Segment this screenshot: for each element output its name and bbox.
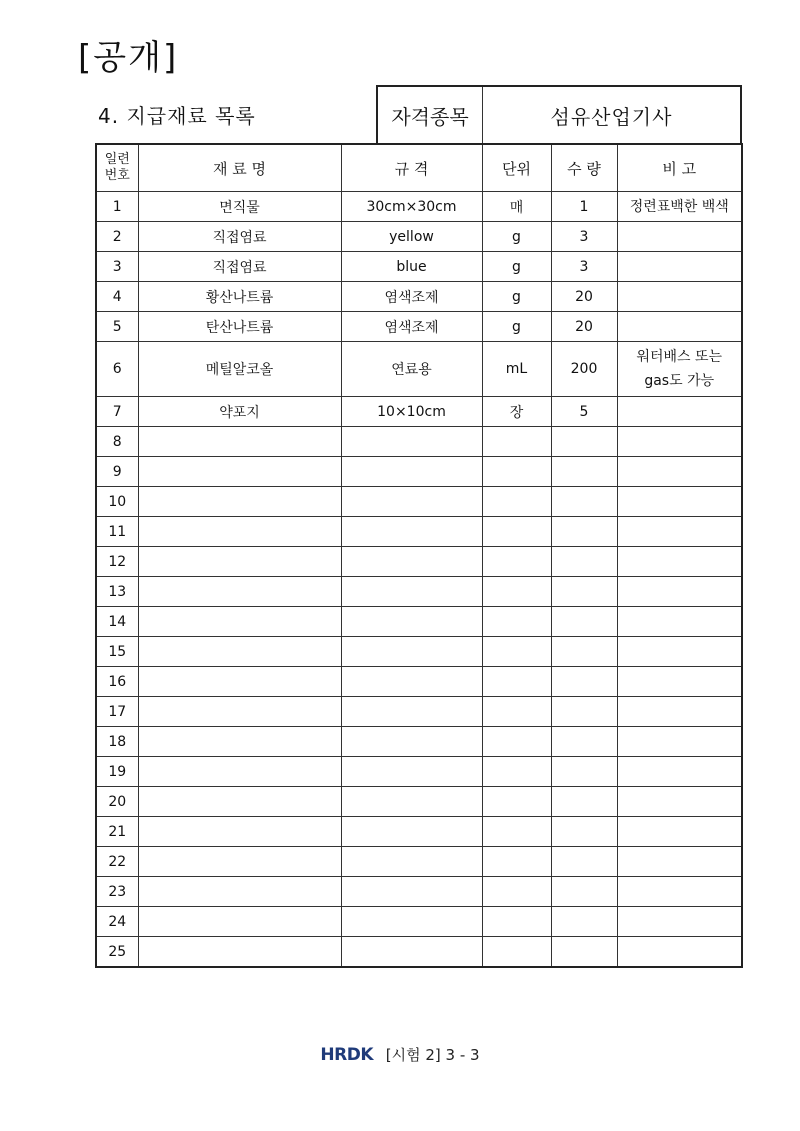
cell-quantity: 20 <box>551 312 617 342</box>
table-row <box>96 847 742 877</box>
cell-material-name <box>138 877 341 907</box>
cell-spec <box>341 787 482 817</box>
cell-serial-number: 2 <box>96 222 138 252</box>
cell-material-name <box>138 817 341 847</box>
cell-material-name: 직접염료 <box>138 222 341 252</box>
header-spec: 규 격 <box>341 144 482 192</box>
header-material-name: 재 료 명 <box>138 144 341 192</box>
page-footer <box>0 1044 800 1065</box>
cell-material-name: 메틸알코올 <box>138 342 341 397</box>
section-title: 4. 지급재료 목록 <box>98 104 256 128</box>
cell-serial-number: 12 <box>96 547 138 577</box>
cell-quantity: 20 <box>551 282 617 312</box>
cell-quantity <box>551 727 617 757</box>
cell-quantity: 5 <box>551 397 617 427</box>
cell-quantity: 3 <box>551 222 617 252</box>
cell-note <box>617 697 742 727</box>
cell-spec <box>341 427 482 457</box>
cell-unit: mL <box>482 342 551 397</box>
cell-note <box>617 342 742 397</box>
table-body <box>96 192 742 968</box>
cell-note <box>617 727 742 757</box>
cell-note <box>617 757 742 787</box>
cell-note <box>617 577 742 607</box>
cell-material-name <box>138 757 341 787</box>
table-row <box>96 192 742 222</box>
cell-material-name <box>138 517 341 547</box>
cell-note <box>617 397 742 427</box>
cell-unit <box>482 937 551 968</box>
cell-material-name: 탄산나트륨 <box>138 312 341 342</box>
cell-material-name <box>138 607 341 637</box>
cell-quantity <box>551 817 617 847</box>
hrdk-logo: HRDK <box>320 1045 373 1065</box>
header-note: 비 고 <box>617 144 742 192</box>
cell-quantity <box>551 457 617 487</box>
document-header <box>95 85 740 143</box>
cell-note <box>617 457 742 487</box>
cell-note <box>617 667 742 697</box>
category-box <box>376 85 742 145</box>
cell-note <box>617 877 742 907</box>
cell-spec <box>341 907 482 937</box>
category-value: 섬유산업기사 <box>550 104 673 129</box>
cell-note <box>617 847 742 877</box>
cell-serial-number: 16 <box>96 667 138 697</box>
cell-quantity <box>551 697 617 727</box>
cell-unit <box>482 907 551 937</box>
table-row <box>96 817 742 847</box>
cell-serial-number: 8 <box>96 427 138 457</box>
table-row <box>96 937 742 968</box>
cell-note <box>617 427 742 457</box>
cell-spec: blue <box>341 252 482 282</box>
cell-spec <box>341 517 482 547</box>
table-row <box>96 577 742 607</box>
cell-material-name <box>138 847 341 877</box>
cell-serial-number: 5 <box>96 312 138 342</box>
cell-material-name: 면직물 <box>138 192 341 222</box>
cell-serial-number: 7 <box>96 397 138 427</box>
cell-serial-number: 19 <box>96 757 138 787</box>
cell-serial-number: 1 <box>96 192 138 222</box>
cell-unit <box>482 727 551 757</box>
materials-table <box>95 143 743 968</box>
cell-serial-number: 13 <box>96 577 138 607</box>
cell-spec: 30cm×30cm <box>341 192 482 222</box>
cell-spec <box>341 877 482 907</box>
cell-spec: 염색조제 <box>341 282 482 312</box>
cell-unit <box>482 697 551 727</box>
cell-unit <box>482 757 551 787</box>
cell-spec <box>341 607 482 637</box>
table-row <box>96 517 742 547</box>
cell-quantity <box>551 637 617 667</box>
cell-spec <box>341 697 482 727</box>
cell-quantity <box>551 517 617 547</box>
cell-spec: 10×10cm <box>341 397 482 427</box>
table-row <box>96 222 742 252</box>
cell-serial-number: 20 <box>96 787 138 817</box>
table-row <box>96 877 742 907</box>
cell-material-name <box>138 697 341 727</box>
table-row <box>96 787 742 817</box>
cell-serial-number: 15 <box>96 637 138 667</box>
cell-spec: 연료용 <box>341 342 482 397</box>
cell-unit <box>482 517 551 547</box>
cell-material-name <box>138 547 341 577</box>
cell-quantity <box>551 577 617 607</box>
cell-spec <box>341 757 482 787</box>
cell-material-name <box>138 577 341 607</box>
cell-note <box>617 222 742 252</box>
cell-serial-number: 9 <box>96 457 138 487</box>
cell-unit: g <box>482 312 551 342</box>
cell-spec <box>341 727 482 757</box>
cell-unit: g <box>482 222 551 252</box>
cell-unit: g <box>482 252 551 282</box>
cell-serial-number: 21 <box>96 817 138 847</box>
cell-note <box>617 817 742 847</box>
cell-note <box>617 252 742 282</box>
table-row <box>96 547 742 577</box>
cell-unit: 장 <box>482 397 551 427</box>
cell-unit <box>482 577 551 607</box>
table-row <box>96 637 742 667</box>
cell-quantity <box>551 877 617 907</box>
table-row <box>96 487 742 517</box>
cell-note-line1: 정련표백한 백색 <box>629 198 729 215</box>
table-row <box>96 907 742 937</box>
cell-unit <box>482 487 551 517</box>
table-row <box>96 427 742 457</box>
page-number: [시험 2] 3 - 3 <box>385 1046 480 1064</box>
cell-note <box>617 907 742 937</box>
cell-serial-number: 23 <box>96 877 138 907</box>
cell-spec <box>341 847 482 877</box>
cell-serial-number: 17 <box>96 697 138 727</box>
table-row <box>96 252 742 282</box>
cell-note <box>617 607 742 637</box>
cell-unit <box>482 847 551 877</box>
cell-spec <box>341 667 482 697</box>
cell-unit <box>482 427 551 457</box>
cell-material-name: 황산나트륨 <box>138 282 341 312</box>
header-serial-number <box>96 144 138 192</box>
cell-note <box>617 937 742 968</box>
cell-spec <box>341 637 482 667</box>
cell-unit <box>482 637 551 667</box>
cell-serial-number: 18 <box>96 727 138 757</box>
cell-spec <box>341 457 482 487</box>
cell-spec <box>341 817 482 847</box>
cell-serial-number: 25 <box>96 937 138 968</box>
cell-material-name <box>138 787 341 817</box>
header-serial-line1: 일련 <box>104 152 130 167</box>
cell-unit: g <box>482 282 551 312</box>
cell-note <box>617 312 742 342</box>
cell-unit <box>482 877 551 907</box>
header-quantity: 수 량 <box>551 144 617 192</box>
cell-spec <box>341 937 482 968</box>
cell-unit <box>482 607 551 637</box>
cell-serial-number: 4 <box>96 282 138 312</box>
cell-note <box>617 192 742 222</box>
cell-material-name <box>138 727 341 757</box>
cell-spec: 염색조제 <box>341 312 482 342</box>
cell-note <box>617 547 742 577</box>
cell-material-name: 약포지 <box>138 397 341 427</box>
cell-serial-number: 22 <box>96 847 138 877</box>
cell-quantity <box>551 847 617 877</box>
cell-serial-number: 3 <box>96 252 138 282</box>
table-row <box>96 397 742 427</box>
cell-note <box>617 637 742 667</box>
cell-quantity: 3 <box>551 252 617 282</box>
table-row <box>96 757 742 787</box>
cell-spec <box>341 487 482 517</box>
cell-note <box>617 787 742 817</box>
cell-material-name <box>138 637 341 667</box>
category-label: 자격종목 <box>378 87 483 143</box>
cell-spec: yellow <box>341 222 482 252</box>
cell-quantity <box>551 667 617 697</box>
cell-quantity <box>551 907 617 937</box>
table-row <box>96 607 742 637</box>
cell-quantity: 200 <box>551 342 617 397</box>
cell-unit: 매 <box>482 192 551 222</box>
table-header-row <box>96 144 742 192</box>
cell-serial-number: 6 <box>96 342 138 397</box>
table-row <box>96 457 742 487</box>
cell-quantity <box>551 757 617 787</box>
table-row <box>96 667 742 697</box>
cell-material-name <box>138 937 341 968</box>
header-serial-line2: 번호 <box>104 168 130 183</box>
cell-note-line2: gas도 가능 <box>644 373 715 389</box>
table-row <box>96 727 742 757</box>
cell-unit <box>482 457 551 487</box>
cell-material-name <box>138 427 341 457</box>
cell-quantity <box>551 607 617 637</box>
table-row <box>96 282 742 312</box>
cell-serial-number: 14 <box>96 607 138 637</box>
table-row <box>96 697 742 727</box>
cell-quantity <box>551 487 617 517</box>
cell-note-line1: 워터배스 또는 <box>636 349 723 365</box>
cell-material-name <box>138 457 341 487</box>
cell-quantity <box>551 787 617 817</box>
header-unit: 단위 <box>482 144 551 192</box>
cell-unit <box>482 667 551 697</box>
cell-note <box>617 282 742 312</box>
cell-spec <box>341 547 482 577</box>
cell-quantity: 1 <box>551 192 617 222</box>
cell-unit <box>482 547 551 577</box>
table-row <box>96 342 742 397</box>
cell-quantity <box>551 937 617 968</box>
cell-note <box>617 517 742 547</box>
cell-serial-number: 24 <box>96 907 138 937</box>
cell-serial-number: 11 <box>96 517 138 547</box>
cell-material-name: 직접염료 <box>138 252 341 282</box>
cell-unit <box>482 787 551 817</box>
cell-unit <box>482 817 551 847</box>
cell-quantity <box>551 427 617 457</box>
cell-material-name <box>138 907 341 937</box>
cell-material-name <box>138 667 341 697</box>
cell-material-name <box>138 487 341 517</box>
cell-serial-number: 10 <box>96 487 138 517</box>
cell-note <box>617 487 742 517</box>
cell-quantity <box>551 547 617 577</box>
public-tag: [공개] <box>78 38 179 78</box>
cell-spec <box>341 577 482 607</box>
table-row <box>96 312 742 342</box>
